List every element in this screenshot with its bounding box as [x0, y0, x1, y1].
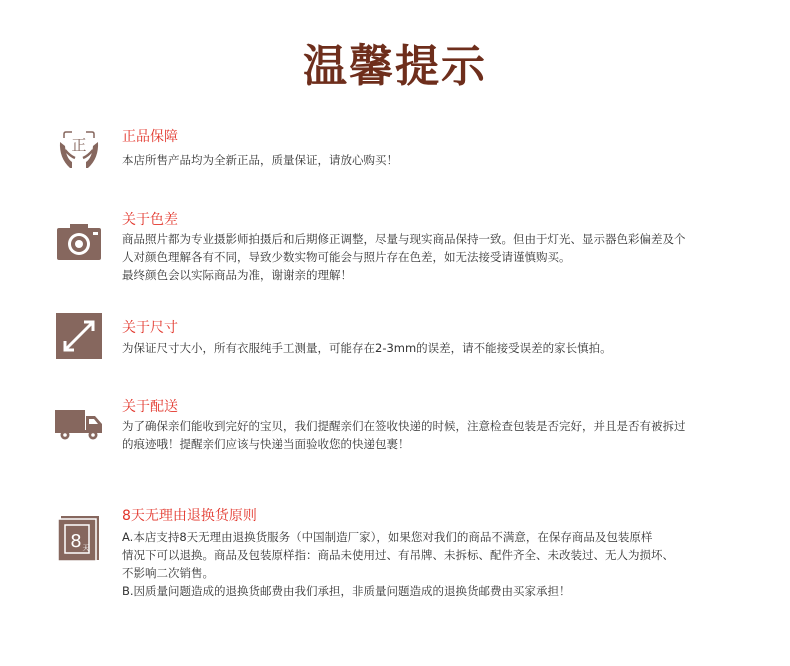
section-body — [122, 528, 737, 600]
section-heading: 正品保障 — [122, 129, 178, 145]
section-line: 的痕迹哦！提醒亲们应该与快递当面验收您的快递包裹！ — [122, 437, 410, 451]
return-icon-unit: 天 — [82, 544, 90, 552]
section-line: B.因质量问题造成的退换货邮费由我们承担，非质量问题造成的退换货邮费由买家承担！ — [122, 584, 571, 598]
section-line: 本店所售产品均为全新正品，质量保证，请放心购买！ — [122, 153, 398, 167]
truck-icon — [55, 408, 103, 440]
section-line: 不影响二次销售。 — [122, 566, 214, 580]
section-heading: 关于配送 — [122, 399, 178, 415]
section-body — [122, 230, 737, 284]
section-heading: 8天无理由退换货原则 — [122, 508, 257, 524]
hands-icon-text: 正 — [71, 136, 87, 154]
section-line: 情况下可以退换。商品及包装原样指：商品未使用过、有吊牌、未拆标、配件齐全、未改装过、无人为损坏、 — [122, 548, 674, 562]
section-body — [122, 339, 737, 357]
section-body — [122, 417, 737, 453]
section-line: 为了确保亲们能收到完好的宝贝，我们提醒亲们在签收快递的时候，注意检查包装是否完好，并且是否有被拆过 — [122, 419, 686, 433]
resize-arrow-icon — [56, 313, 102, 359]
section-line: A.本店支持8天无理由退换货服务（中国制造厂家），如果您对我们的商品不满意，在保存商品及包装原样 — [122, 530, 653, 544]
section-body — [122, 151, 737, 169]
section-line: 为保证尺寸大小，所有衣服纯手工测量，可能存在2-3mm的误差，请不能接受误差的家长慎拍。 — [122, 341, 612, 355]
section-heading: 关于色差 — [122, 212, 178, 228]
page-title: 温馨提示 — [303, 41, 487, 92]
hands-genuine-icon — [56, 128, 102, 174]
section-line: 最终颜色会以实际商品为准，谢谢亲的理解！ — [122, 268, 352, 282]
return-8-days-icon — [57, 514, 101, 562]
camera-icon — [56, 220, 102, 266]
section-line: 商品照片都为专业摄影师拍摄后和后期修正调整，尽量与现实商品保持一致。但由于灯光、显示器色彩偏差及个 — [122, 232, 686, 246]
section-line: 人对颜色理解各有不同，导致少数实物可能会与照片存在色差，如无法接受请谨慎购买。 — [122, 250, 571, 264]
return-icon-number: 8 — [70, 531, 82, 552]
section-heading: 关于尺寸 — [122, 320, 178, 336]
